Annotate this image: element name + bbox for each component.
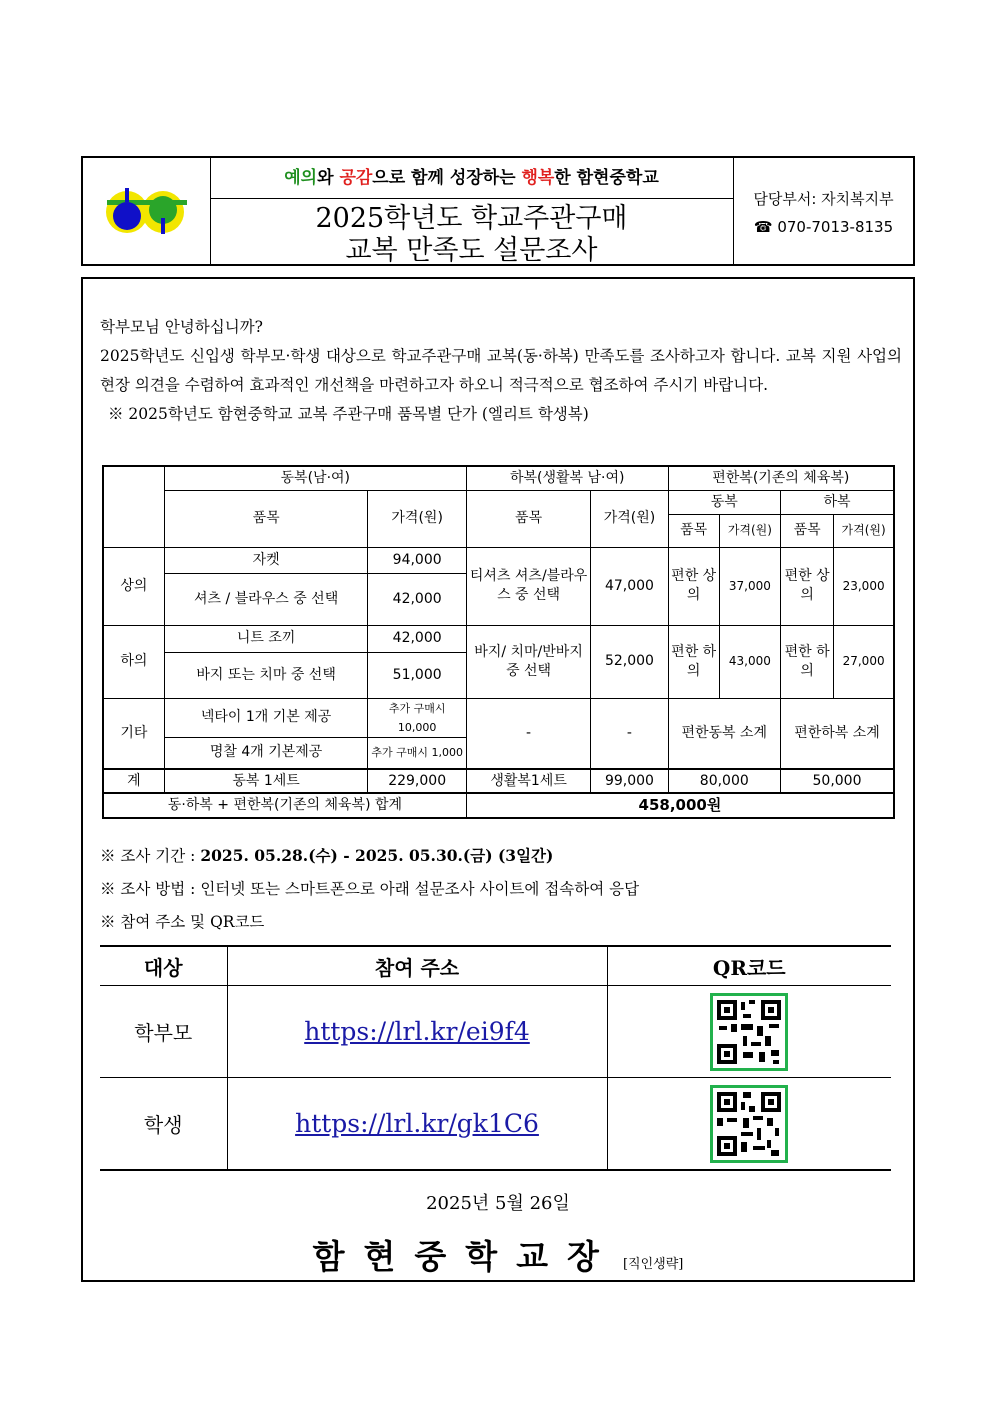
header-box	[81, 156, 915, 266]
qr-pattern	[713, 1088, 785, 1160]
item-knit: 니트 조끼	[164, 625, 368, 652]
survey-period	[100, 839, 639, 873]
document-date: 2025년 5월 26일	[426, 1193, 570, 1214]
parent-survey-link[interactable]: https://lrl.kr/ei9f4	[304, 1017, 530, 1046]
slogan-text-1: 와	[317, 168, 340, 188]
price-summer-bottom: 52,000	[591, 625, 668, 698]
table-caption: ※ 2025학년도 함현중학교 교복 주관구매 품목별 단가 (엘리트 학생복)	[108, 405, 589, 423]
student-survey-link[interactable]: https://lrl.kr/gk1C6	[295, 1109, 539, 1138]
price-name-tag: 추가 구매시 1,000	[368, 737, 466, 769]
url-table	[100, 945, 891, 1171]
survey-method: ※ 조사 방법 : 인터넷 또는 스마트폰으로 아래 설문조사 사이트에 접속하여 응답	[100, 880, 640, 898]
header-winter: 동복(남·여)	[164, 466, 466, 490]
price-pe-bottom-winter: 43,000	[719, 625, 780, 698]
slogan-courtesy: 예의	[284, 168, 318, 188]
qr-student-cell	[607, 1078, 891, 1171]
header-price: 가격(원)	[591, 490, 668, 547]
table-row	[100, 986, 891, 1078]
summer-etc-price: -	[591, 698, 668, 769]
header-item: 품목	[466, 490, 590, 547]
header-price: 가격(원)	[368, 490, 466, 547]
item-summer-bottom: 바지/ 치마/반바지 중 선택	[466, 625, 590, 698]
price-tie: 추가 구매시 10,000	[368, 698, 466, 737]
url-parent-cell	[227, 986, 607, 1078]
phone-icon: ☎	[753, 218, 773, 236]
item-pe-bottom: 편한 하의	[781, 625, 834, 698]
header-pe-summer: 하복	[781, 490, 895, 514]
target-student: 학생	[100, 1078, 227, 1171]
item-pe-top: 편한 상의	[781, 547, 834, 625]
summer-etc-item: -	[466, 698, 590, 769]
price-knit: 42,000	[368, 625, 466, 652]
corner-cell	[103, 466, 164, 547]
price-summer-top: 47,000	[591, 547, 668, 625]
price-jacket: 94,000	[368, 547, 466, 573]
survey-period-label: ※ 조사 기간 :	[100, 847, 201, 865]
item-name-tag: 명찰 4개 기본제공	[164, 737, 368, 769]
department: 담당부서: 자치복지부	[753, 190, 894, 208]
total-winter-price: 229,000	[368, 769, 466, 793]
title-line-2: 교복 만족도 설문조사	[345, 235, 598, 266]
price-pe-top-winter: 37,000	[719, 547, 780, 625]
price-pe-top-summer: 23,000	[834, 547, 894, 625]
dept-cell	[734, 158, 913, 264]
header-qr: QR코드	[607, 946, 891, 986]
header-price: 가격(원)	[719, 514, 780, 547]
total-summer-label: 생활복1세트	[466, 769, 590, 793]
survey-address: ※ 참여 주소 및 QR코드	[100, 913, 265, 931]
table-row	[100, 1078, 891, 1171]
logo-cell	[83, 158, 211, 264]
title-cell	[210, 158, 734, 264]
item-shirt: 셔츠 / 블라우스 중 선택	[164, 573, 368, 625]
header-summer: 하복(생활복 남·여)	[466, 466, 668, 490]
phone-number: 070-7013-8135	[777, 218, 894, 236]
signer-name: 함현중학교장	[312, 1237, 618, 1276]
title-line-1: 2025학년도 학교주관구매	[315, 203, 628, 234]
slogan-empathy: 공감	[339, 168, 373, 188]
item-pants: 바지 또는 치마 중 선택	[164, 652, 368, 698]
header-item: 품목	[781, 514, 834, 547]
category-etc: 기타	[103, 698, 164, 769]
price-table	[102, 465, 895, 819]
header-url: 참여 주소	[227, 946, 607, 986]
pe-winter-subtotal-label: 편한동복 소계	[668, 698, 780, 769]
qr-pattern	[713, 996, 785, 1068]
survey-period-value: 2025. 05.28.(수) - 2025. 05.30.(금) (3일간)	[200, 846, 554, 865]
header-pe-winter: 동복	[668, 490, 780, 514]
item-pe-bottom: 편한 하의	[668, 625, 719, 698]
header-pe: 편한복(기존의 체육복)	[668, 466, 894, 490]
signer-block	[83, 1231, 913, 1278]
main-box	[81, 277, 915, 1282]
intro-body: 2025학년도 신입생 학부모·학생 대상으로 학교주관구매 교복(동·하복) 만족도를 조사하고자 합니다. 교복 지원 사업의 현장 의견을 수렴하여 효과적인 개선책을 마련하고자 하오니 적극적으로 협조하여 주시기 바랍니다.	[100, 347, 902, 394]
item-tie: 넥타이 1개 기본 제공	[164, 698, 368, 737]
survey-info	[100, 839, 639, 939]
item-pe-top: 편한 상의	[668, 547, 719, 625]
school-logo	[83, 158, 210, 264]
target-parent: 학부모	[100, 986, 227, 1078]
category-top: 상의	[103, 547, 164, 625]
phone-line	[734, 218, 913, 236]
greeting: 학부모님 안녕하십니까?	[100, 318, 263, 336]
total-summer-price: 99,000	[591, 769, 668, 793]
header-target: 대상	[100, 946, 227, 986]
slogan-happy: 행복	[521, 168, 555, 188]
total-winter-label: 동복 1세트	[164, 769, 368, 793]
header-item: 품목	[164, 490, 368, 547]
category-total: 계	[103, 769, 164, 793]
url-student-cell	[227, 1078, 607, 1171]
slogan-text-3: 한 함현중학교	[554, 168, 659, 188]
item-jacket: 자켓	[164, 547, 368, 573]
header-price: 가격(원)	[834, 514, 894, 547]
item-summer-top: 티셔츠 셔츠/블라우스 중 선택	[466, 547, 590, 625]
grand-total-label: 동·하복 + 편한복(기존의 체육복) 합계	[103, 793, 466, 818]
price-pe-bottom-summer: 27,000	[834, 625, 894, 698]
header-item: 품목	[668, 514, 719, 547]
price-pants: 51,000	[368, 652, 466, 698]
price-shirt: 42,000	[368, 573, 466, 625]
qr-parent-cell	[607, 986, 891, 1078]
seal-omitted-note: [직인생략]	[622, 1257, 684, 1272]
total-pe-winter: 80,000	[668, 769, 780, 793]
qr-code-icon[interactable]	[710, 1085, 788, 1163]
qr-code-icon[interactable]	[710, 993, 788, 1071]
total-pe-summer: 50,000	[781, 769, 895, 793]
slogan-text-2: 으로 함께 성장하는	[372, 168, 522, 188]
document-title	[210, 203, 733, 267]
grand-total-value: 458,000원	[466, 793, 894, 818]
intro-section	[100, 313, 902, 429]
pe-summer-subtotal-label: 편한하복 소계	[781, 698, 895, 769]
category-bottom: 하의	[103, 625, 164, 698]
school-slogan	[210, 158, 733, 199]
